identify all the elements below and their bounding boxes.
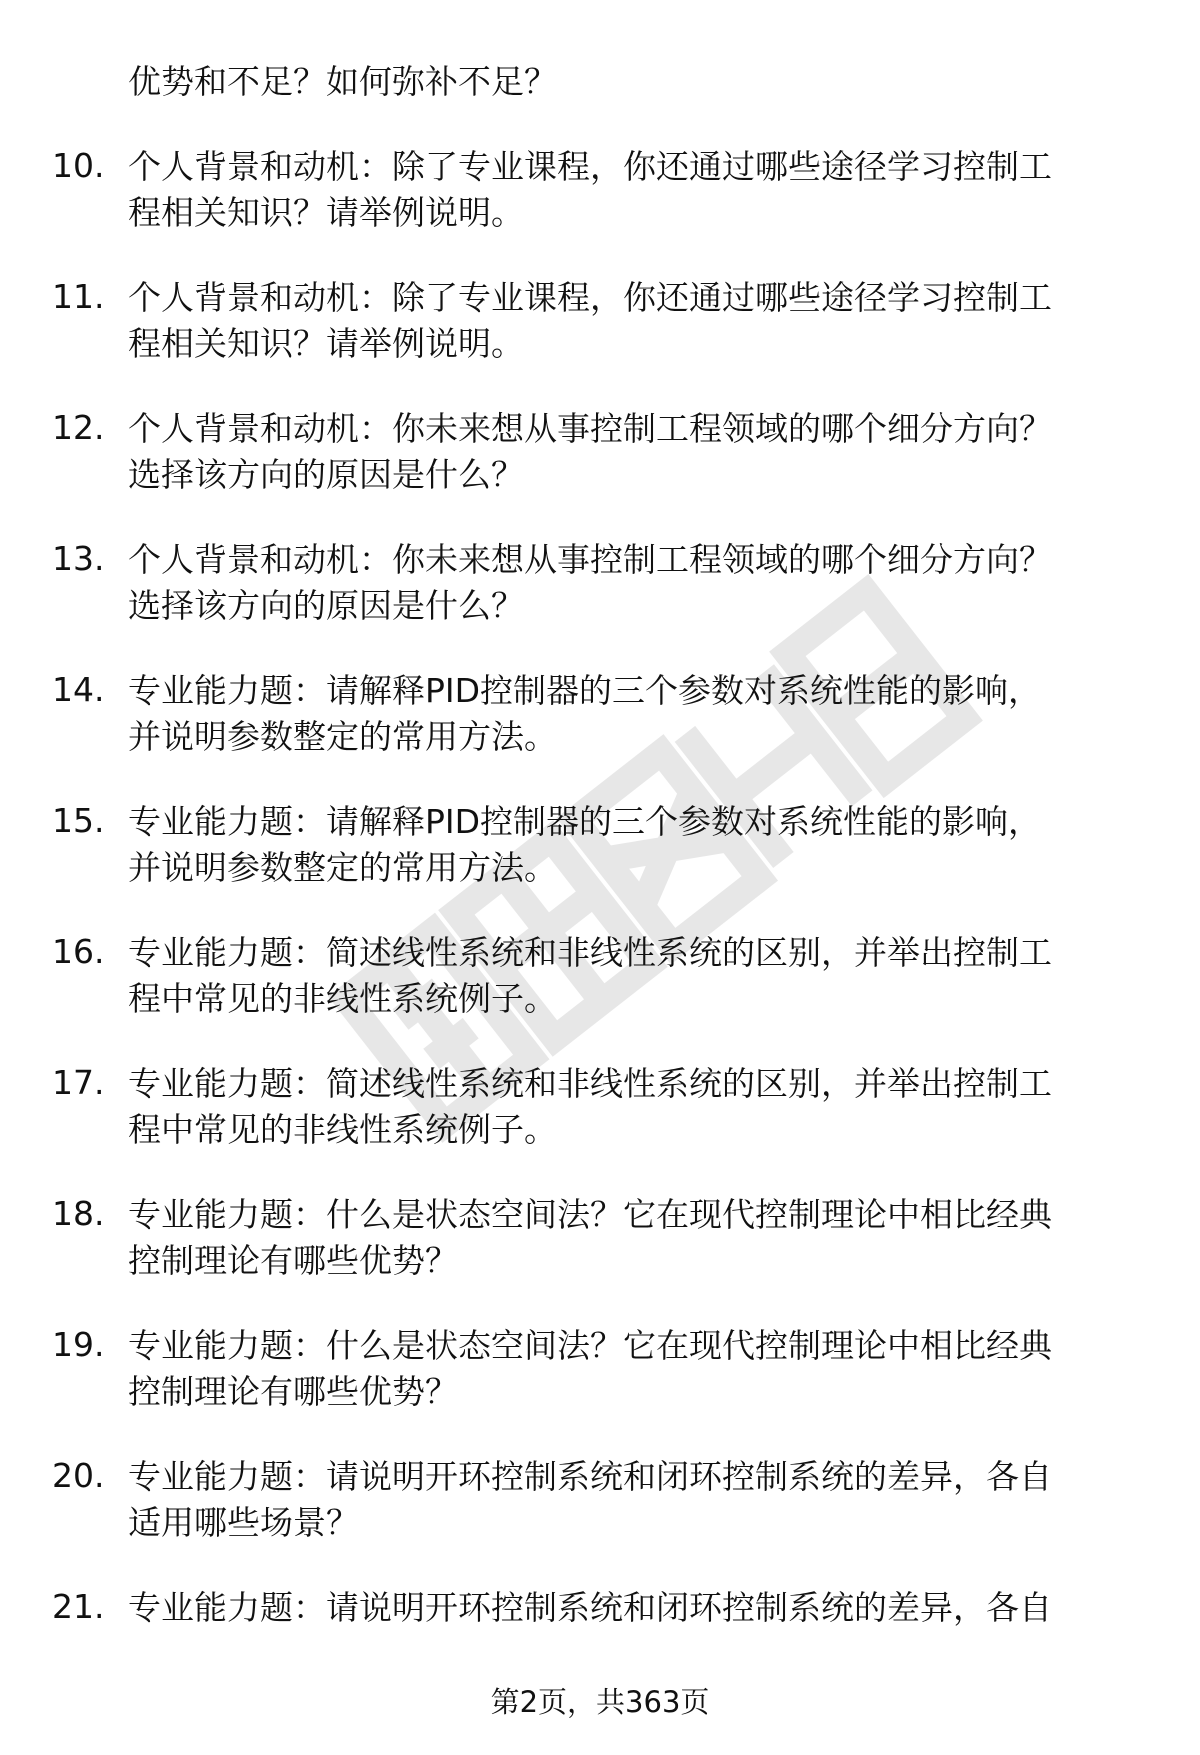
question-item [0,668,1200,760]
question-line: 程中常见的非线性系统例子。 [128,979,557,1018]
question-item [0,1585,1200,1635]
question-line: 专业能力题：简述线性系统和非线性系统的区别，并举出控制工 [128,933,1052,972]
question-text [128,799,1140,891]
question-number: 21. [52,1587,105,1626]
question-line: 专业能力题：请说明开环控制系统和闭环控制系统的差异，各自 [128,1588,1052,1627]
question-item [0,144,1200,236]
question-line: 专业能力题：请解释PID控制器的三个参数对系统性能的影响， [128,671,1042,710]
question-item [0,799,1200,891]
question-line: 适用哪些场景？ [128,1503,359,1542]
continued-question-line: 优势和不足？如何弥补不足？ [128,62,557,101]
question-number: 12. [52,408,105,447]
question-text [128,930,1140,1022]
question-text [128,406,1140,498]
question-line: 程中常见的非线性系统例子。 [128,1110,557,1149]
question-line: 程相关知识？请举例说明。 [128,324,524,363]
question-item [0,930,1200,1022]
question-line: 个人背景和动机：除了专业课程，你还通过哪些途径学习控制工 [128,278,1052,317]
question-text [128,1192,1140,1284]
question-line: 控制理论有哪些优势？ [128,1241,458,1280]
question-line: 个人背景和动机：你未来想从事控制工程领域的哪个细分方向？ [128,409,1052,448]
question-item [0,1061,1200,1153]
page-number-footer: 第2页，共363页 [490,1685,710,1719]
question-text [128,1585,1140,1631]
question-line: 专业能力题：请解释PID控制器的三个参数对系统性能的影响， [128,802,1042,841]
question-line: 专业能力题：什么是状态空间法？它在现代控制理论中相比经典 [128,1195,1052,1234]
question-item [0,1323,1200,1415]
question-line: 控制理论有哪些优势？ [128,1372,458,1411]
question-line: 专业能力题：简述线性系统和非线性系统的区别，并举出控制工 [128,1064,1052,1103]
question-line: 个人背景和动机：除了专业课程，你还通过哪些途径学习控制工 [128,147,1052,186]
question-line: 专业能力题：什么是状态空间法？它在现代控制理论中相比经典 [128,1326,1052,1365]
question-line: 程相关知识？请举例说明。 [128,193,524,232]
question-line: 并说明参数整定的常用方法。 [128,848,557,887]
question-line: 并说明参数整定的常用方法。 [128,717,557,756]
question-number: 18. [52,1194,105,1233]
question-line: 专业能力题：请说明开环控制系统和闭环控制系统的差异，各自 [128,1457,1052,1496]
question-line: 个人背景和动机：你未来想从事控制工程领域的哪个细分方向？ [128,540,1052,579]
question-item [0,1454,1200,1546]
question-number: 13. [52,539,105,578]
question-number: 17. [52,1063,105,1102]
question-line: 选择该方向的原因是什么？ [128,455,524,494]
question-item [0,275,1200,367]
question-number: 11. [52,277,105,316]
question-number: 19. [52,1325,105,1364]
question-text [128,144,1140,236]
question-line: 选择该方向的原因是什么？ [128,586,524,625]
question-text [128,1323,1140,1415]
question-number: 14. [52,670,105,709]
question-text [128,1061,1140,1153]
question-number: 15. [52,801,105,840]
question-text [128,668,1140,760]
question-item [0,537,1200,629]
question-text [128,275,1140,367]
question-item [0,1192,1200,1284]
question-text [128,1454,1140,1546]
question-item [0,406,1200,498]
question-number: 10. [52,146,105,185]
question-number: 16. [52,932,105,971]
question-number: 20. [52,1456,105,1495]
question-text [128,537,1140,629]
